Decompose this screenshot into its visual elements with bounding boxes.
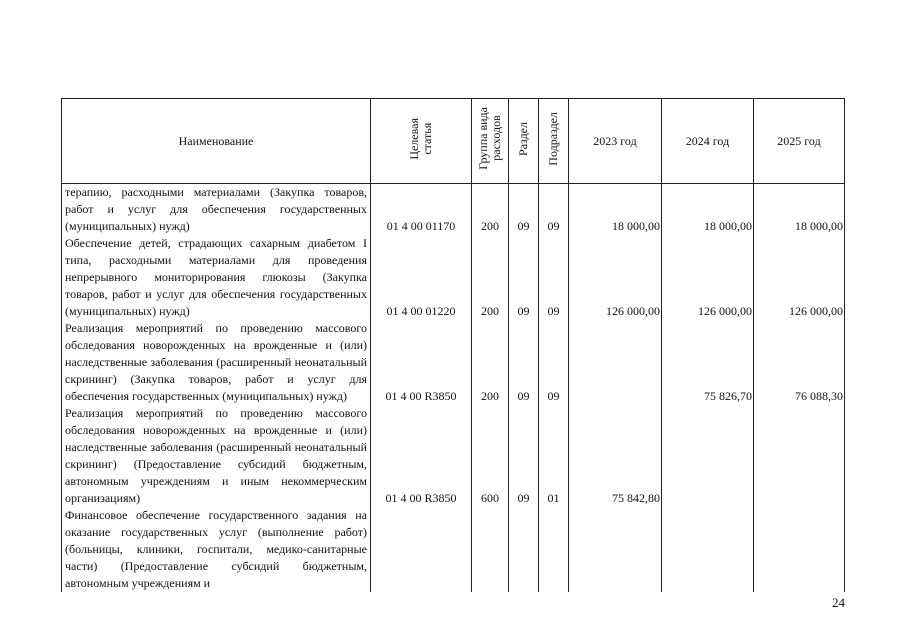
row-amount-2023: 126 000,00 bbox=[569, 235, 662, 320]
header-2023: 2023 год bbox=[569, 99, 662, 184]
row-amount-2025 bbox=[754, 507, 845, 592]
header-row bbox=[62, 99, 845, 184]
row-subsection: 01 bbox=[539, 405, 569, 507]
header-expense-group-text: Группа вида расходов bbox=[476, 107, 503, 170]
row-target-article: 01 4 00 01220 bbox=[371, 235, 472, 320]
header-name: Наименование bbox=[62, 99, 371, 184]
row-amount-2024: 75 826,70 bbox=[662, 320, 754, 405]
header-2025: 2025 год bbox=[754, 99, 845, 184]
header-section-text: Раздел bbox=[516, 121, 530, 156]
row-target-article: 01 4 00 01170 bbox=[371, 184, 472, 236]
header-2024: 2024 год bbox=[662, 99, 754, 184]
row-subsection bbox=[539, 507, 569, 592]
table-row bbox=[62, 184, 845, 236]
header-section bbox=[509, 99, 539, 184]
row-amount-2025: 126 000,00 bbox=[754, 235, 845, 320]
row-amount-2024: 126 000,00 bbox=[662, 235, 754, 320]
row-amount-2023: 18 000,00 bbox=[569, 184, 662, 236]
row-name: Обеспечение детей, страдающих сахарным диабетом I типа, расходными материалами для проведения непрерывного мониторирования глюкозы (Закупка товаров, работ и услуг для обеспечения государственных (муниципальных) нужд) bbox=[62, 235, 371, 320]
header-subsection bbox=[539, 99, 569, 184]
row-amount-2025 bbox=[754, 405, 845, 507]
row-amount-2024: 18 000,00 bbox=[662, 184, 754, 236]
row-section bbox=[509, 507, 539, 592]
row-section: 09 bbox=[509, 235, 539, 320]
row-target-article bbox=[371, 507, 472, 592]
header-expense-group bbox=[472, 99, 509, 184]
row-amount-2024 bbox=[662, 507, 754, 592]
header-subsection-text: Подраздел bbox=[546, 111, 560, 166]
row-amount-2023 bbox=[569, 320, 662, 405]
row-subsection: 09 bbox=[539, 184, 569, 236]
row-amount-2023: 75 842,80 bbox=[569, 405, 662, 507]
table-row bbox=[62, 507, 845, 592]
row-name: Реализация мероприятий по проведению массового обследования новорожденных на врожденные и (или) наследственные заболевания (расширенный неонатальный скрининг) (Предоставление субсидий бюджетным, автономным учреждениям и иным некоммерческим организациям) bbox=[62, 405, 371, 507]
row-section: 09 bbox=[509, 184, 539, 236]
row-amount-2024 bbox=[662, 405, 754, 507]
row-name: Финансовое обеспечение государственного задания на оказание государственных услуг (выполнение работ) (больницы, клиники, госпитали, медико-санитарные части) (Предоставление субсидий бюджетным, автономным учреждениям и bbox=[62, 507, 371, 592]
row-name: Реализация мероприятий по проведению массового обследования новорожденных на врожденные и (или) наследственные заболевания (расширенный неонатальный скрининг) (Закупка товаров, работ и услуг для обеспечения государственных (муниципальных) нужд) bbox=[62, 320, 371, 405]
row-amount-2023 bbox=[569, 507, 662, 592]
row-section: 09 bbox=[509, 320, 539, 405]
row-section: 09 bbox=[509, 405, 539, 507]
row-expense-group: 200 bbox=[472, 235, 509, 320]
page-number: 24 bbox=[832, 595, 845, 610]
row-expense-group: 600 bbox=[472, 405, 509, 507]
row-amount-2025: 76 088,30 bbox=[754, 320, 845, 405]
row-expense-group bbox=[472, 507, 509, 592]
table-row bbox=[62, 320, 845, 405]
row-name: терапию, расходными материалами (Закупка товаров, работ и услуг для обеспечения государственных (муниципальных) нужд) bbox=[62, 184, 371, 236]
table-row bbox=[62, 235, 845, 320]
row-target-article: 01 4 00 R3850 bbox=[371, 405, 472, 507]
row-amount-2025: 18 000,00 bbox=[754, 184, 845, 236]
header-target-article-text: Целевая статья bbox=[407, 117, 434, 160]
row-subsection: 09 bbox=[539, 320, 569, 405]
row-target-article: 01 4 00 R3850 bbox=[371, 320, 472, 405]
row-expense-group: 200 bbox=[472, 184, 509, 236]
header-target-article bbox=[371, 99, 472, 184]
table-row bbox=[62, 405, 845, 507]
row-subsection: 09 bbox=[539, 235, 569, 320]
row-expense-group: 200 bbox=[472, 320, 509, 405]
budget-table bbox=[61, 98, 845, 592]
